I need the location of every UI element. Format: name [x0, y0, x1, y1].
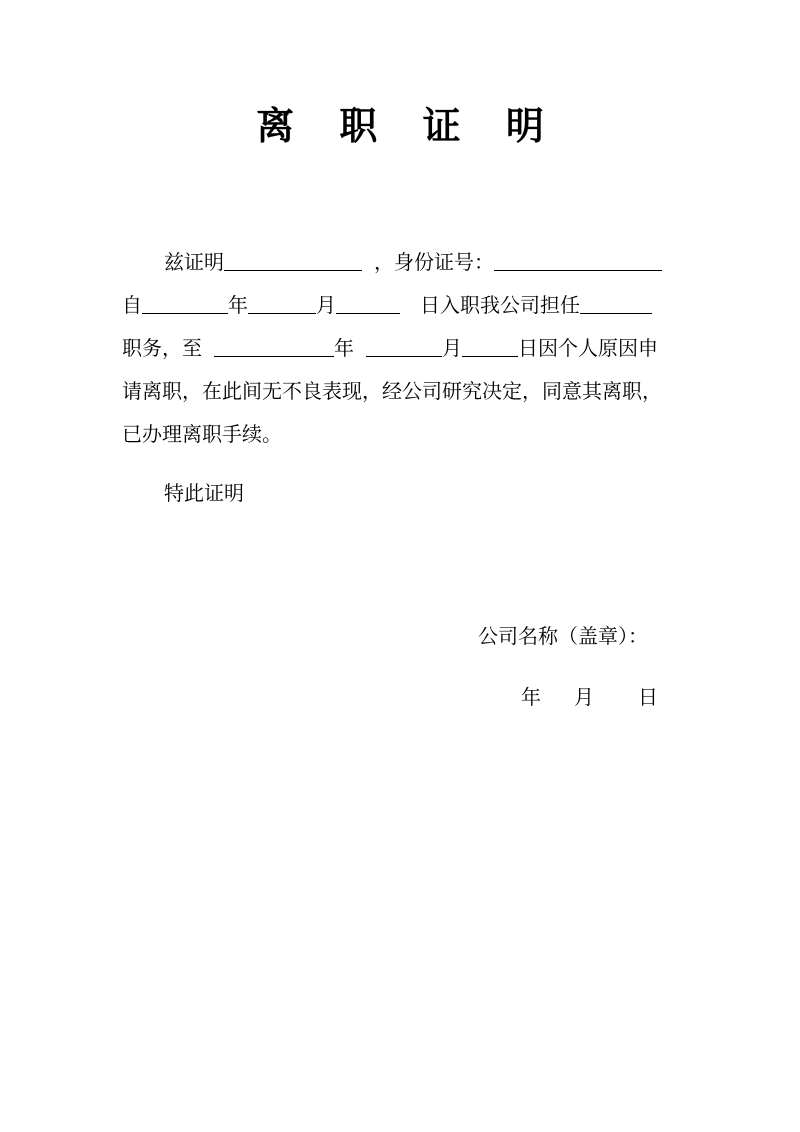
closing-statement	[164, 478, 244, 508]
text-line-5: 已办理离职手续。	[122, 422, 282, 446]
date-year-label: 年	[521, 685, 541, 709]
text-hereby-certify: 特此证明	[164, 481, 244, 505]
text-duty-until: 职务，至	[122, 336, 202, 360]
date-month-label: 月	[574, 685, 594, 709]
start-month-blank[interactable]	[248, 291, 316, 314]
body-line-5	[122, 419, 282, 449]
text-month-2: 月	[442, 336, 462, 360]
id-number-blank[interactable]	[494, 248, 662, 271]
start-day-blank[interactable]	[336, 291, 400, 314]
document-title: 离 职 证 明	[256, 103, 560, 148]
end-month-blank[interactable]	[366, 334, 442, 357]
start-year-blank[interactable]	[142, 291, 228, 314]
text-reason: 日因个人原因申	[518, 336, 658, 360]
end-day-blank[interactable]	[462, 334, 518, 357]
text-certify: 兹证明	[164, 250, 224, 274]
text-id-number-label: ，身份证号：	[374, 250, 494, 274]
text-line-4: 请离职，在此间无不良表现，经公司研究决定，同意其离职，	[122, 379, 662, 403]
end-year-blank[interactable]	[214, 334, 334, 357]
text-month: 月	[316, 293, 336, 317]
body-line-1	[164, 247, 662, 277]
body-line-4	[122, 376, 662, 406]
body-line-2	[122, 290, 652, 320]
body-line-3	[122, 333, 658, 363]
text-year-2: 年	[334, 336, 354, 360]
position-blank[interactable]	[580, 291, 652, 314]
company-name-label: 公司名称（盖章）：	[478, 624, 648, 648]
name-blank[interactable]	[224, 248, 362, 271]
text-joined-position: 日入职我公司担任	[420, 293, 580, 317]
text-from: 自	[122, 293, 142, 317]
text-year: 年	[228, 293, 248, 317]
date-day-label: 日	[638, 685, 658, 709]
